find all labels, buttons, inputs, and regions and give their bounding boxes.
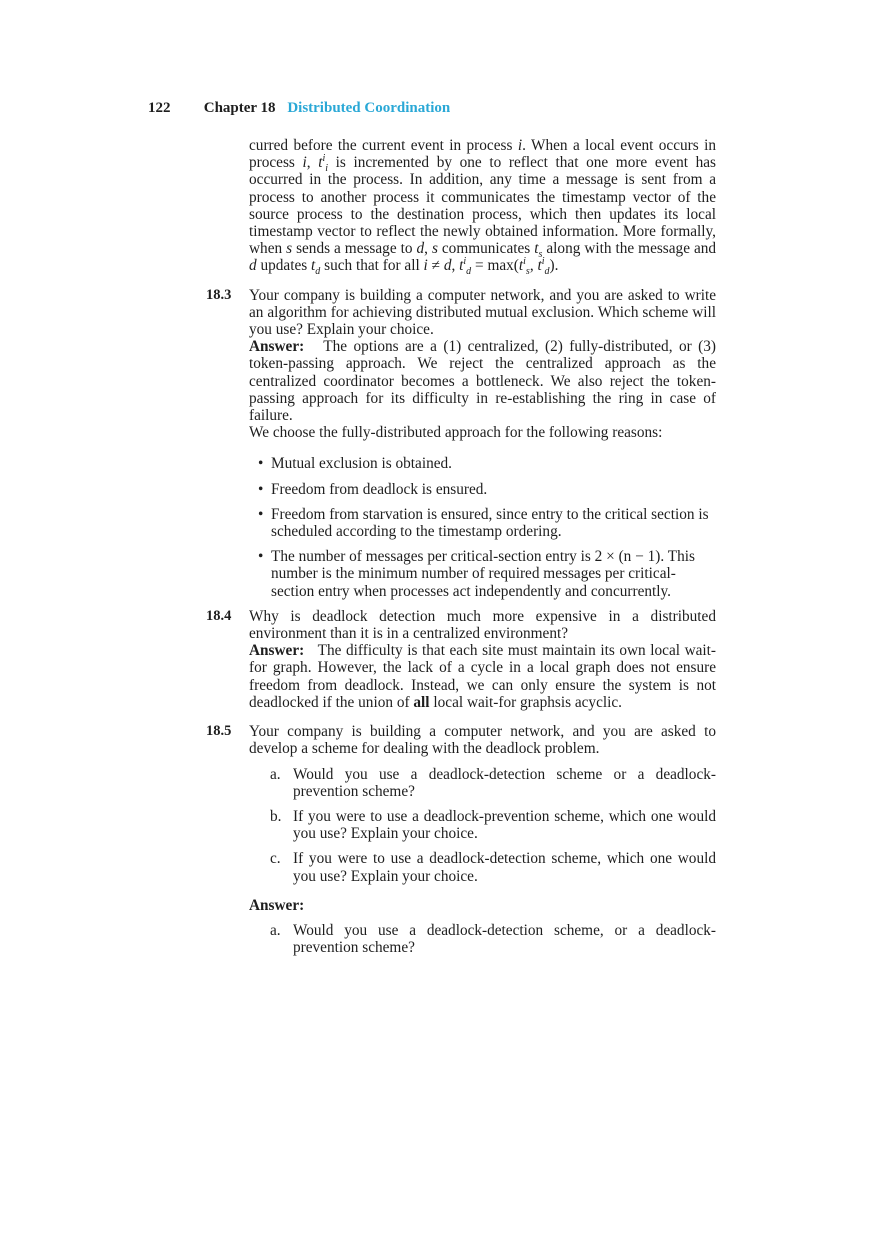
exercise-number: 18.5: [206, 723, 232, 740]
exercise-18-3: [206, 286, 716, 600]
list-item: • The number of messages per critical-section entry is 2 × (n − 1). This number is the minimum number of required messages per critical-section entry when processes act independently and concurrently.: [258, 548, 695, 600]
reasons-list: [249, 455, 716, 599]
exercise-18-4: [206, 607, 716, 711]
list-item: • Freedom from starvation is ensured, since entry to the critical section is scheduled according to the timestamp ordering.: [258, 505, 709, 541]
list-item: a. Would you use a deadlock-detection scheme, or a deadlock-prevention scheme?: [270, 921, 716, 957]
answer-list: [249, 922, 716, 956]
running-header: [148, 100, 768, 117]
exercise-number: 18.4: [206, 607, 232, 624]
exercise-answer: Answer: The options are a (1) centralized, (2) fully-distributed, or (3) token-passing approach. We reject the centralized approach as the centralized coordinator becomes a bottleneck. We also reject the token-passing approach for its difficulty in re-establishing the ring in case of failure.: [249, 338, 716, 425]
exercise-question: Why is deadlock detection much more expensive in a distributed environment than it is in a centralized environment?: [249, 607, 716, 643]
list-item: • Freedom from deadlock is ensured.: [258, 480, 488, 498]
exercise-question: Your company is building a computer network, and you are asked to develop a scheme for dealing with the deadlock problem.: [249, 723, 716, 758]
exercise-answer: Answer: The difficulty is that each site must maintain its own local wait-for graph. However, the lack of a cycle in a local graph does not ensure freedom from deadlock. Instead, we can only ensure the system is not deadlocked if the union of all local wait-for graphsis acyclic.: [249, 642, 716, 711]
answer-label: Answer:: [249, 642, 305, 660]
answer-heading: Answer:: [249, 896, 305, 914]
sub-questions: [249, 766, 716, 885]
answer-label: Answer:: [249, 338, 305, 356]
list-item: c. If you were to use a deadlock-detection scheme, which one would you use? Explain your choice.: [270, 850, 716, 885]
list-item: b. If you were to use a deadlock-prevention scheme, which one would you use? Explain your choice.: [270, 807, 716, 843]
intro-paragraph: curred before the current event in process i. When a local event occurs in process i, $t^i_i$ is incremented by one to reflect that one more event has occurred in the process. In addition, any time a message is sent from a process to another process it communicates the timestamp vector of the source process to the destination process, which then updates its local timestamp vector to reflect the newly obtained information. More formally, when s sends a message to d, s communicates $t_s$ along with the message and d updates $t_d$ such that for all i ≠ d, $t^i_d = \max(t^i_s$, $t^i_d$).: [249, 137, 717, 278]
exercise-number: 18.3: [206, 286, 232, 303]
chapter-title: Distributed Coordination: [287, 100, 451, 116]
exercise-question: Your company is building a computer network, and you are asked to write an algorithm for achieving distributed mutual exclusion. Which scheme will you use? Explain your choice.: [249, 286, 716, 339]
chapter-label: Chapter 18: [203, 100, 276, 116]
exercise-18-5: [206, 723, 716, 957]
page-body: [206, 137, 717, 964]
list-item: a. Would you use a deadlock-detection scheme or a deadlock-prevention scheme?: [270, 765, 716, 800]
page-number: 122: [148, 100, 171, 116]
choice-sentence: We choose the fully-distributed approach for the following reasons:: [249, 424, 663, 442]
list-item: • Mutual exclusion is obtained.: [258, 455, 452, 473]
